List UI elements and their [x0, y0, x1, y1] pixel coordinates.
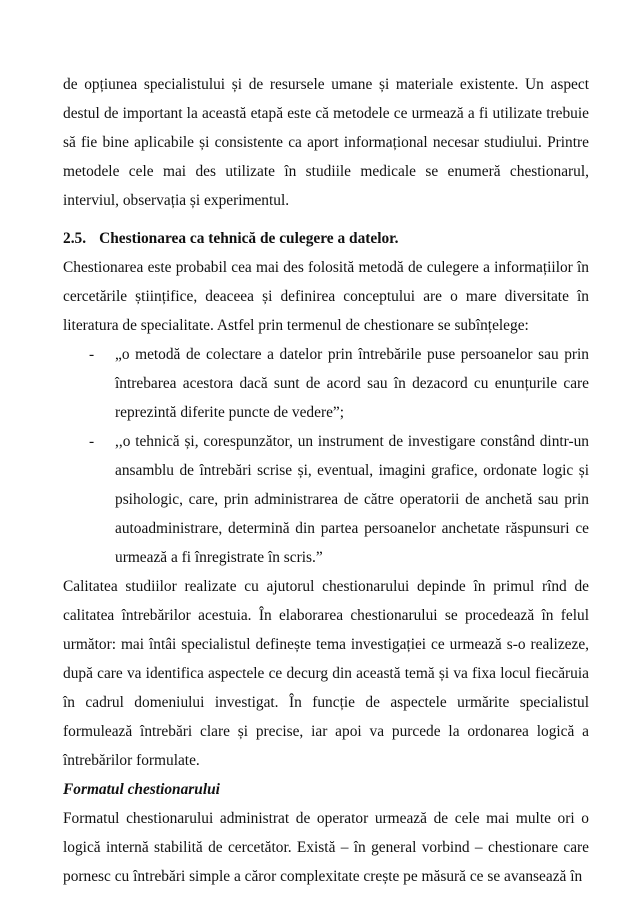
- list-dash: -: [89, 346, 95, 363]
- definition-text: ,,o tehnică și, corespunzător, un instrument de investigare constând dintr-un ansamblu de întrebări scrise și, eventual, imagini grafice, ordonate logic și psihologic, care, prin administrarea de către operatorii de anchetă sau prin autoadministrare, determină din partea persoanelor anchetate răspunsuri ce urmează a fi înregistrate în scris.”: [115, 433, 589, 566]
- definitions-list: [63, 340, 589, 572]
- section-heading: [63, 215, 589, 253]
- definition-intro-paragraph: Chestionarea este probabil cea mai des folosită metodă de culegere a informațiilor în cercetările științifice, deaceea și definirea conceptului are o mare diversitate în literatura de specialitate. Astfel prin termenul de chestionare se subînțelege:: [63, 259, 589, 334]
- quality-paragraph: Calitatea studiilor realizate cu ajutorul chestionarului depinde în primul rînd de calitatea întrebărilor acestuia. În elaborarea chestionarului se procedează în felul următor: mai întâi specialistul definește tema investigației ce urmează s-o realizeze, după care va identifica aspectele ce decurg din această temă și va fixa locul fiecăruia în cadrul domeniului investigat. În funcție de aspectele urmărite specialistul formulează întrebări clare și precise, iar apoi va purcede la ordonarea logică a întrebărilor formulate.: [63, 578, 589, 769]
- document-page: [63, 70, 589, 891]
- definition-text: „o metodă de colectare a datelor prin întrebările puse persoanelor sau prin întrebarea acestora dacă sunt de acord sau în dezacord cu enunțurile care reprezintă diferite puncte de vedere”;: [115, 346, 589, 421]
- list-dash: -: [89, 433, 95, 450]
- definition-item: [63, 427, 589, 572]
- definition-item: [63, 340, 589, 427]
- section-title: Chestionarea ca tehnică de culegere a datelor.: [99, 230, 399, 247]
- section-number: 2.5.: [63, 230, 87, 247]
- format-paragraph: Formatul chestionarului administrat de operator urmează de cele mai multe ori o logică internă stabilită de cercetător. Există – în general vorbind – chestionare care pornesc cu întrebări simple a căror complexitate crește pe măsură ce se avansează în: [63, 810, 589, 885]
- intro-paragraph: de opțiunea specialistului și de resursele umane și materiale existente. Un aspect destul de important la această etapă este că metodele ce urmează a fi utilizate trebuie să fie bine aplicabile și consistente ca aport informațional necesar studiului. Printre metodele cele mai des utilizate în studiile medicale se enumeră chestionarul, interviul, observația și experimentul.: [63, 76, 589, 209]
- subsection-heading: Formatul chestionarului: [63, 781, 220, 798]
